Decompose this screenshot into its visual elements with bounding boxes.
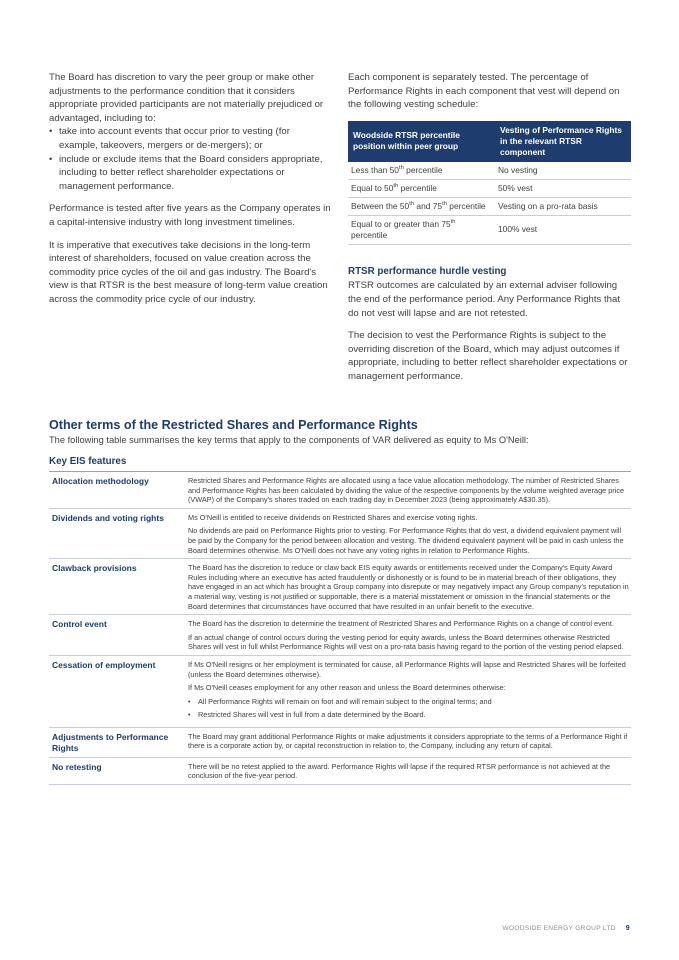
list-item: • include or exclude items that the Board considers appropriate, including to better reflect shareholder expectations or management performance. [49,153,331,194]
table-row [348,162,631,180]
peer-group-paragraph: The Board has discretion to vary the peer group or make other adjustments to the performance condition that it considers appropriate provided participants are not materially prejudiced or advantaged, including to: [49,72,324,124]
row-label: Dividends and voting rights [49,508,180,558]
page-footer [502,925,630,932]
row-text: Ms O'Neill is entitled to receive dividends on Restricted Shares and exercise voting rights. [188,512,478,522]
row-content [180,472,631,509]
table-header-row [348,121,631,162]
row-label: Allocation methodology [49,472,180,509]
table-row [49,472,631,509]
vesting-cell: Vesting on a pro-rata basis [495,197,631,215]
row-text: The Board may grant additional Performance Rights or make adjustments it considers appropriate to the terms of a Performance Right if there is a corporate action by, or capital reconstruction in relation to, the Company, including any return of capital. [188,731,628,751]
vesting-intro-paragraph: Each component is separately tested. The percentage of Performance Rights in each component that vest will depend on the following vesting schedule: [348,72,620,111]
percentile-cell: Equal to or greater than 75th percentile [348,215,495,244]
vesting-cell: 100% vest [495,215,631,244]
row-text: The Board has the discretion to determine the treatment of Restricted Shares and Performance Rights on a change of control event. [188,619,614,629]
vesting-schedule-table [348,121,631,245]
left-column [49,71,331,316]
hurdle-heading: RTSR performance hurdle vesting [348,265,507,277]
list-item: • Restricted Shares will vest in full from a date determined by the Board. [188,710,629,720]
table-row [348,215,631,244]
section-subtitle: The following table summarises the key terms that apply to the components of VAR delivered as equity to Ms O'Neill: [49,435,529,445]
row-content [180,615,631,656]
table-row [49,615,631,656]
vesting-cell: 50% vest [495,179,631,197]
row-content [180,508,631,558]
header-vesting: Vesting of Performance Rights in the relevant RTSR component [495,121,631,162]
cessation-list [188,697,629,720]
row-content [180,655,631,727]
list-item: • All Performance Rights will remain on foot and will remain subject to the original terms; and [188,697,629,707]
row-label: Cessation of employment [49,655,180,727]
row-content [180,757,631,784]
percentile-cell: Equal to 50th percentile [348,179,495,197]
row-text: There will be no retest applied to the award. Performance Rights will lapse if the required RTSR performance is not achieved at the conclusion of the five-year period. [188,761,611,781]
table-row [49,727,631,757]
table-row [49,559,631,615]
row-text: Restricted Shares and Performance Rights are allocated using a face value allocation methodology. The number of Restricted Shares and Performance Rights has been calculated by dividing the value of the respective components by the volume weighted average price (VWAP) of the Company's shares traded on each trading day in December 2023 (being approximately A$30.35). [188,476,625,505]
row-label: No retesting [49,757,180,784]
table-row [348,197,631,215]
table-row [348,179,631,197]
percentile-cell: Between the 50th and 75th percentile [348,197,495,215]
row-text: No dividends are paid on Performance Rights prior to vesting. For Performance Rights that do vest, a dividend equivalent payment will be paid by the Company for the period between allocation and vesting. The dividend equivalent payment will be paid in cash unless the Board determines otherwise. Ms O'Neill does not have any voting rights in relation to Performance Rights. [188,526,624,555]
list-item: • take into account events that occur prior to vesting (for example, takeovers, mergers or de-mergers); or [49,125,331,152]
section-title: Other terms of the Restricted Shares and Performance Rights [49,418,418,432]
right-column [348,71,631,393]
table-row [49,508,631,558]
row-text: If Ms O'Neill resigns or her employment is terminated for cause, all Performance Rights will lapse and Restricted Shares will be forfeited (unless the Board determines otherwise). [188,659,626,679]
discretion-list [49,125,331,193]
row-label: Adjustments to Performance Rights [49,727,180,757]
board-discretion-paragraph: The decision to vest the Performance Rights is subject to the overriding discretion of the Board, which may adjust outcomes if appropriate, including to better reflect shareholder expectations or management performance. [348,330,628,382]
row-content [180,727,631,757]
eis-heading: Key EIS features [49,456,127,467]
eis-features-table [49,471,631,785]
hurdle-paragraph: RTSR outcomes are calculated by an external adviser following the end of the performance period. Any Performance Rights that do not vest will lapse and are not retested. [348,280,620,319]
row-content [180,559,631,615]
row-label: Clawback provisions [49,559,180,615]
header-percentile: Woodside RTSR percentile position within peer group [348,121,495,162]
table-row [49,757,631,784]
other-terms-section [49,418,631,785]
table-row [49,655,631,727]
row-label: Control event [49,615,180,656]
row-text: If an actual change of control occurs during the vesting period for equity awards, unless the Board determines otherwise Restricted Shares will vest in full whilst Performance Rights will vest on a pro-rata basis having regard to the portion of the vesting period elapsed. [188,632,624,652]
rtsr-rationale-paragraph: It is imperative that executives take decisions in the long-term interest of shareholders, focused on value creation across the commodity price cycles of the oil and gas industry. The Board's view is that RTSR is the best measure of long-term value creation across the commodity price cycle of our industry. [49,239,328,305]
vesting-cell: No vesting [495,162,631,180]
row-text: The Board has the discretion to reduce or claw back EIS equity awards or entitlements received under the Company's Equity Award Rules including where an executive has acted fraudulently or dishonestly or is found to be in material breach of their obligations, they have engaged in an act which has brought a Group company into disrepute or may negatively impact any Group company's reputation in a material way, vesting is not justified or supportable, there is a material misstatement or omission in the financial statements or the Board determines that circumstances have occurred that have resulted in an unfair benefit to the executive. [188,563,629,611]
page-number: 9 [625,925,630,932]
footer-company: WOODSIDE ENERGY GROUP LTD [502,925,616,932]
percentile-cell: Less than 50th percentile [348,162,495,180]
row-text: If Ms O'Neill ceases employment for any other reason and unless the Board determines otherwise: [188,683,506,693]
testing-paragraph: Performance is tested after five years as the Company operates in a capital-intensive industry with long investment timelines. [49,203,331,228]
